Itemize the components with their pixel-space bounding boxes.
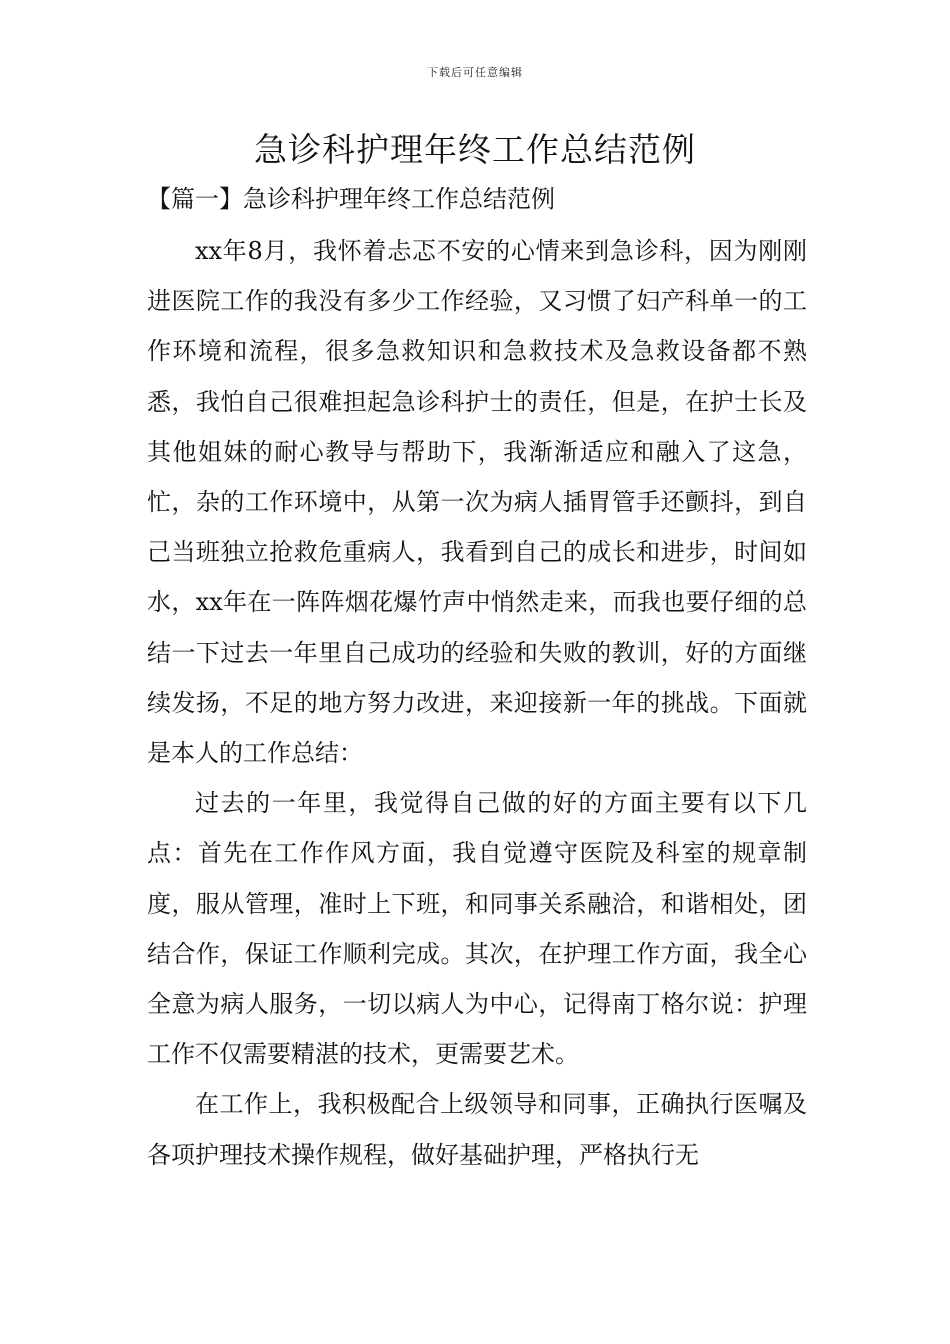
- document-body: [147, 226, 807, 1180]
- document-title: 急诊科护理年终工作总结范例: [254, 130, 696, 169]
- paragraph: 在工作上，我积极配合上级领导和同事，正确执行医嘱及各项护理技术操作规程，做好基础护理，严格执行无: [147, 1090, 807, 1169]
- header-note: 下载后可任意编辑: [427, 66, 523, 79]
- paragraph: xx年8月，我怀着忐忑不安的心情来到急诊科，因为刚刚进医院工作的我没有多少工作经验，又习惯了妇产科单一的工作环境和流程，很多急救知识和急救技术及急救设备都不熟悉，我怕自己很难担起急诊科护士的责任，但是，在护士长及其他姐妹的耐心教导与帮助下，我渐渐适应和融入了这急，忙，杂的工作环境中，从第一次为病人插胃管手还颤抖，到自己当班独立抢救危重病人，我看到自己的成长和进步，时间如水，xx年在一阵阵烟花爆竹声中悄然走来，而我也要仔细的总结一下过去一年里自己成功的经验和失败的教训，好的方面继续发扬，不足的地方努力改进，来迎接新一年的挑战。下面就是本人的工作总结：: [147, 237, 807, 768]
- paragraph: 过去的一年里，我觉得自己做的好的方面主要有以下几点：首先在工作作风方面，我自觉遵守医院及科室的规章制度，服从管理，准时上下班，和同事关系融洽，和谐相处，团结合作，保证工作顺利完成。其次，在护理工作方面，我全心全意为病人服务，一切以病人为中心，记得南丁格尔说：护理工作不仅需要精湛的技术，更需要艺术。: [147, 789, 807, 1069]
- section-heading: 【篇一】急诊科护理年终工作总结范例: [147, 185, 555, 213]
